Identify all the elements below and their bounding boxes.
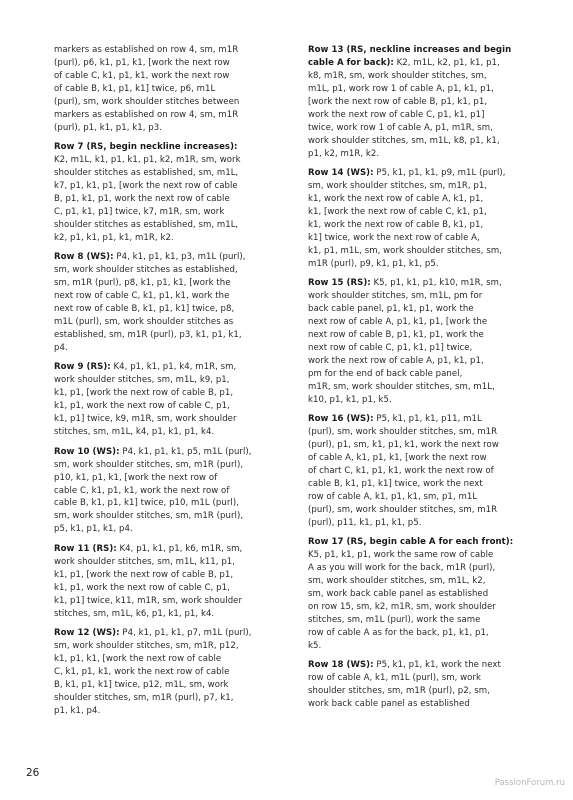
- text-line: [308, 180, 538, 193]
- text-line: [308, 70, 538, 83]
- text-line: [308, 44, 538, 57]
- text-line: [54, 303, 288, 316]
- instruction-text: k8, m1R, sm, work shoulder stitches, sm,: [308, 70, 487, 81]
- text-line: [54, 361, 288, 374]
- text-line: [308, 614, 538, 627]
- text-line: [308, 659, 538, 672]
- instruction-paragraph: [54, 627, 288, 718]
- instruction-text: sm, work shoulder stitches, sm, m1R (purl),: [54, 459, 244, 470]
- text-line: [54, 96, 288, 109]
- text-line: [308, 601, 538, 614]
- text-line: [308, 193, 538, 206]
- instruction-text: p10, k1, p1, k1, [work the next row of: [54, 472, 218, 483]
- text-line: [308, 394, 538, 407]
- text-line: [308, 57, 538, 70]
- instruction-text: P5, k1, p1, k1, p11, m1L: [373, 414, 482, 425]
- text-line: [54, 316, 288, 329]
- text-line: [54, 692, 288, 705]
- instruction-text: shoulder stitches, sm, m1R (purl), p7, k1,: [54, 692, 234, 703]
- text-line: [54, 426, 288, 439]
- instruction-text: k1, p1, k1, [work the next row of cable: [54, 653, 222, 664]
- instruction-text: row of cable A, k1, p1, k1, sm, p1, m1L: [308, 491, 478, 502]
- instruction-text: k1, [work the next row of cable C, k1, p1,: [308, 206, 487, 217]
- instruction-text: B, p1, k1, p1, work the next row of cable: [54, 193, 230, 204]
- page-number: 26: [26, 767, 40, 779]
- row-heading: Row 7 (RS, begin neckline increases):: [54, 142, 238, 153]
- instruction-text: shoulder stitches as established, sm, m1L,: [54, 219, 239, 230]
- instruction-text: cable C, k1, p1, k1, work the next row of: [54, 485, 230, 496]
- instruction-text: P4, k1, p1, k1, p3, m1L (purl),: [113, 252, 246, 263]
- instruction-text: markers as established on row 4, sm, m1R: [54, 109, 239, 120]
- text-line: [54, 251, 288, 264]
- row-heading: Row 17 (RS, begin cable A for each front):: [308, 537, 514, 548]
- text-line: [54, 109, 288, 122]
- instruction-text: pm for the end of back cable panel,: [308, 368, 463, 379]
- instruction-text: work back cable panel as established: [308, 699, 470, 710]
- instruction-text: K2, m1L, k1, p1, k1, p1, k2, m1R, sm, work: [54, 155, 241, 166]
- text-line: [54, 219, 288, 232]
- row-heading: Row 9 (RS):: [54, 362, 111, 373]
- text-line: [54, 141, 288, 154]
- instruction-text: (purl), sm, work shoulder stitches, sm, m1R: [308, 427, 498, 438]
- instruction-text: twice, work row 1 of cable A, p1, m1R, sm,: [308, 122, 493, 133]
- text-line: [54, 206, 288, 219]
- instruction-text: (purl), p11, k1, p1, k1, p5.: [308, 517, 422, 528]
- instruction-paragraph: [308, 167, 538, 271]
- instruction-text: k1, p1, m1L, sm, work shoulder stitches, sm,: [308, 245, 502, 256]
- instruction-paragraph: [308, 277, 538, 407]
- instruction-paragraph: [308, 659, 538, 711]
- text-line: [308, 245, 538, 258]
- instruction-text: k1] twice, work the next row of cable A,: [308, 232, 480, 243]
- row-heading: Row 10 (WS):: [54, 446, 120, 457]
- text-line: [308, 167, 538, 180]
- instruction-text: K4, p1, k1, p1, k4, m1R, sm,: [110, 362, 237, 373]
- instruction-text: sm, work back cable panel as established: [308, 589, 489, 600]
- text-line: [54, 446, 288, 459]
- text-line: [54, 459, 288, 472]
- instruction-text: stitches, sm, m1L (purl), work the same: [308, 615, 481, 626]
- instruction-text: (purl), sm, work shoulder stitches, sm, m1R: [308, 504, 498, 515]
- row-heading: cable A for back):: [308, 57, 394, 68]
- text-line: [308, 232, 538, 245]
- text-line: [54, 44, 288, 57]
- text-line: [308, 562, 538, 575]
- instruction-text: row of cable A, k1, m1L (purl), sm, work: [308, 673, 481, 684]
- instruction-text: k1, p1] twice, k11, m1R, sm, work shoulder: [54, 595, 243, 606]
- text-line: [54, 640, 288, 653]
- row-heading: Row 11 (RS):: [54, 543, 117, 554]
- text-line: [54, 653, 288, 666]
- text-line: [54, 497, 288, 510]
- text-line: [54, 374, 288, 387]
- text-line: [54, 543, 288, 556]
- text-line: [54, 523, 288, 536]
- text-line: [308, 491, 538, 504]
- left-column: [54, 44, 288, 718]
- text-line: [54, 582, 288, 595]
- instruction-text: m1L (purl), sm, work shoulder stitches as: [54, 317, 234, 328]
- text-line: [308, 329, 538, 342]
- instruction-text: work shoulder stitches, sm, m1L, k8, p1, k1,: [308, 135, 500, 146]
- instruction-text: of cable A, k1, p1, k1, [work the next row: [308, 453, 487, 464]
- instruction-text: next row of cable B, p1, k1, p1, work the: [308, 330, 484, 341]
- text-line: [54, 290, 288, 303]
- text-line: [54, 485, 288, 498]
- instruction-text: cable B, k1, p1, k1] twice, work the next: [308, 479, 483, 489]
- right-column: [308, 44, 538, 711]
- text-line: [308, 368, 538, 381]
- instruction-paragraph: [54, 251, 288, 355]
- text-line: [308, 536, 538, 549]
- text-line: [308, 627, 538, 640]
- instruction-paragraph: [308, 536, 538, 653]
- text-line: [54, 472, 288, 485]
- row-heading: Row 8 (WS):: [54, 252, 114, 263]
- instruction-paragraph: [54, 44, 288, 135]
- instruction-text: P4, k1, p1, k1, p5, m1L (purl),: [119, 446, 252, 457]
- instruction-text: k1, p1, work the next row of cable C, p1,: [54, 582, 230, 593]
- instruction-text: p4.: [54, 342, 68, 353]
- text-line: [54, 569, 288, 582]
- instruction-text: shoulder stitches, sm, m1R (purl), p2, sm,: [308, 686, 490, 697]
- instruction-text: p5, k1, p1, k1, p4.: [54, 524, 133, 535]
- instruction-paragraph: [54, 141, 288, 245]
- instruction-text: next row of cable C, p1, k1, p1] twice,: [308, 342, 473, 353]
- text-line: [308, 588, 538, 601]
- instruction-text: p1, k2, m1R, k2.: [308, 148, 380, 159]
- instruction-paragraph: [54, 361, 288, 439]
- instruction-text: K2, m1L, k2, p1, k1, p1,: [393, 57, 500, 68]
- instruction-text: sm, work shoulder stitches, sm, m1R, p1,: [308, 181, 488, 192]
- text-line: [308, 83, 538, 96]
- text-line: [54, 70, 288, 83]
- instruction-text: (purl), sm, work shoulder stitches between: [54, 96, 240, 107]
- text-line: [54, 413, 288, 426]
- text-line: [54, 232, 288, 245]
- instruction-text: k1, p1, [work the next row of cable B, p1,: [54, 388, 234, 399]
- text-line: [308, 277, 538, 290]
- row-heading: Row 13 (RS, neckline increases and begin: [308, 45, 512, 55]
- instruction-text: p1, k1, p4.: [54, 705, 101, 716]
- instruction-text: (purl), p1, k1, p1, k1, p3.: [54, 122, 162, 133]
- instruction-text: k1, work the next row of cable A, k1, p1,: [308, 193, 484, 204]
- instruction-text: m1R (purl), p9, k1, p1, k1, p5.: [308, 258, 439, 269]
- instruction-text: sm, work shoulder stitches, sm, m1L, k2,: [308, 576, 486, 587]
- text-line: [54, 180, 288, 193]
- instruction-text: m1R, sm, work shoulder stitches, sm, m1L,: [308, 381, 495, 392]
- text-line: [54, 556, 288, 569]
- instruction-text: B, k1, p1, k1] twice, p12, m1L, sm, work: [54, 679, 229, 690]
- row-heading: Row 15 (RS):: [308, 278, 371, 289]
- instruction-text: k1, work the next row of cable B, k1, p1,: [308, 219, 484, 230]
- instruction-text: back cable panel, p1, k1, p1, work the: [308, 304, 474, 315]
- text-line: [54, 679, 288, 692]
- instruction-text: sm, work shoulder stitches, sm, m1R (purl),: [54, 511, 244, 522]
- instruction-text: established, sm, m1R (purl), p3, k1, p1, k1,: [54, 330, 242, 341]
- text-line: [54, 400, 288, 413]
- text-line: [308, 413, 538, 426]
- instruction-text: work the next row of cable A, p1, k1, p1,: [308, 355, 484, 366]
- text-line: [308, 206, 538, 219]
- instruction-text: P5, k1, p1, k1, p9, m1L (purl),: [373, 168, 506, 179]
- instruction-text: [work the next row of cable B, p1, k1, p1,: [308, 96, 488, 107]
- text-line: [54, 705, 288, 718]
- instruction-text: on row 15, sm, k2, m1R, sm, work shoulder: [308, 602, 496, 613]
- instruction-text: C, p1, k1, p1] twice, k7, m1R, sm, work: [54, 206, 225, 217]
- instruction-text: sm, work shoulder stitches as established,: [54, 265, 238, 276]
- instruction-text: K5, p1, k1, p1, work the same row of cable: [308, 550, 494, 561]
- instruction-text: sm, work shoulder stitches, sm, m1R, p12,: [54, 640, 239, 651]
- instruction-paragraph: [54, 543, 288, 621]
- instruction-text: work the next row of cable C, p1, k1, p1]: [308, 109, 485, 120]
- text-line: [308, 504, 538, 517]
- text-line: [308, 342, 538, 355]
- text-line: [54, 595, 288, 608]
- row-heading: Row 14 (WS):: [308, 168, 374, 179]
- text-line: [308, 549, 538, 562]
- text-line: [308, 148, 538, 161]
- instruction-paragraph: [308, 413, 538, 530]
- text-line: [308, 478, 538, 491]
- instruction-text: of cable C, k1, p1, k1, work the next row: [54, 70, 230, 81]
- text-line: [308, 381, 538, 394]
- text-line: [54, 57, 288, 70]
- text-line: [54, 122, 288, 135]
- text-line: [308, 685, 538, 698]
- instruction-text: k1, p1] twice, k9, m1R, sm, work shoulder: [54, 414, 237, 425]
- instruction-text: P5, k1, p1, k1, work the next: [373, 660, 501, 671]
- instruction-text: shoulder stitches as established, sm, m1L,: [54, 168, 239, 179]
- text-line: [54, 387, 288, 400]
- instruction-text: of cable B, k1, p1, k1] twice, p6, m1L: [54, 83, 216, 94]
- text-line: [54, 342, 288, 355]
- text-line: [54, 329, 288, 342]
- instruction-text: k10, p1, k1, p1, k5.: [308, 394, 392, 405]
- watermark: PassionForum.ru: [494, 778, 565, 788]
- text-line: [54, 608, 288, 621]
- text-line: [308, 122, 538, 135]
- text-line: [308, 452, 538, 465]
- text-line: [308, 290, 538, 303]
- instruction-text: sm, m1R (purl), p8, k1, p1, k1, [work the: [54, 278, 231, 289]
- text-line: [54, 277, 288, 290]
- instruction-text: (purl), p1, sm, k1, p1, k1, work the next row: [308, 440, 499, 451]
- text-line: [308, 258, 538, 271]
- instruction-text: next row of cable A, p1, k1, p1, [work the: [308, 317, 488, 328]
- text-line: [308, 219, 538, 232]
- instruction-text: work shoulder stitches, sm, m1L, k11, p1,: [54, 556, 236, 567]
- text-line: [308, 316, 538, 329]
- row-heading: Row 12 (WS):: [54, 628, 120, 639]
- instruction-paragraph: [54, 446, 288, 537]
- instruction-text: stitches, sm, m1L, k4, p1, k1, p1, k4.: [54, 427, 215, 438]
- instruction-text: cable B, k1, p1, k1] twice, p10, m1L (purl),: [54, 498, 239, 509]
- instruction-paragraph: [308, 44, 538, 161]
- text-line: [308, 439, 538, 452]
- instruction-text: k1, p1, work the next row of cable C, p1,: [54, 401, 230, 412]
- instruction-text: next row of cable C, k1, p1, k1, work the: [54, 291, 230, 302]
- text-line: [308, 109, 538, 122]
- instruction-text: stitches, sm, m1L, k6, p1, k1, p1, k4.: [54, 608, 215, 619]
- text-line: [308, 640, 538, 653]
- text-line: [54, 627, 288, 640]
- instruction-text: K4, p1, k1, p1, k6, m1R, sm,: [116, 543, 243, 554]
- instruction-text: K5, p1, k1, p1, k10, m1R, sm,: [370, 278, 502, 289]
- instruction-text: k5.: [308, 640, 322, 651]
- text-line: [308, 575, 538, 588]
- instruction-text: k7, p1, k1, p1, [work the next row of cable: [54, 181, 238, 192]
- instruction-text: of chart C, k1, p1, k1, work the next row of: [308, 466, 494, 477]
- text-line: [54, 510, 288, 523]
- instruction-text: markers as established on row 4, sm, m1R: [54, 45, 239, 55]
- text-line: [308, 517, 538, 530]
- row-heading: Row 16 (WS):: [308, 414, 374, 425]
- text-line: [308, 355, 538, 368]
- instruction-text: A as you will work for the back, m1R (purl),: [308, 563, 496, 574]
- text-line: [54, 666, 288, 679]
- instruction-text: work shoulder stitches, sm, m1L, pm for: [308, 291, 483, 302]
- text-line: [308, 96, 538, 109]
- text-line: [308, 698, 538, 711]
- text-line: [54, 167, 288, 180]
- text-line: [54, 83, 288, 96]
- row-heading: Row 18 (WS):: [308, 660, 374, 671]
- text-line: [308, 426, 538, 439]
- instruction-text: P4, k1, p1, k1, p7, m1L (purl),: [119, 628, 252, 639]
- text-line: [308, 465, 538, 478]
- text-line: [54, 154, 288, 167]
- text-line: [308, 303, 538, 316]
- instruction-text: row of cable A as for the back, p1, k1, p1,: [308, 627, 489, 638]
- instruction-text: k1, p1, [work the next row of cable B, p1,: [54, 569, 234, 580]
- instruction-text: (purl), p6, k1, p1, k1, [work the next row: [54, 57, 230, 68]
- text-line: [308, 672, 538, 685]
- instruction-text: C, k1, p1, k1, work the next row of cable: [54, 666, 230, 677]
- text-line: [54, 193, 288, 206]
- instruction-text: k2, p1, k1, p1, k1, m1R, k2.: [54, 232, 174, 243]
- instruction-text: m1L, p1, work row 1 of cable A, p1, k1, p1,: [308, 83, 494, 94]
- text-line: [54, 264, 288, 277]
- instruction-text: work shoulder stitches, sm, m1L, k9, p1,: [54, 375, 230, 386]
- text-line: [308, 135, 538, 148]
- instruction-text: next row of cable B, k1, p1, k1] twice, p8,: [54, 304, 235, 315]
